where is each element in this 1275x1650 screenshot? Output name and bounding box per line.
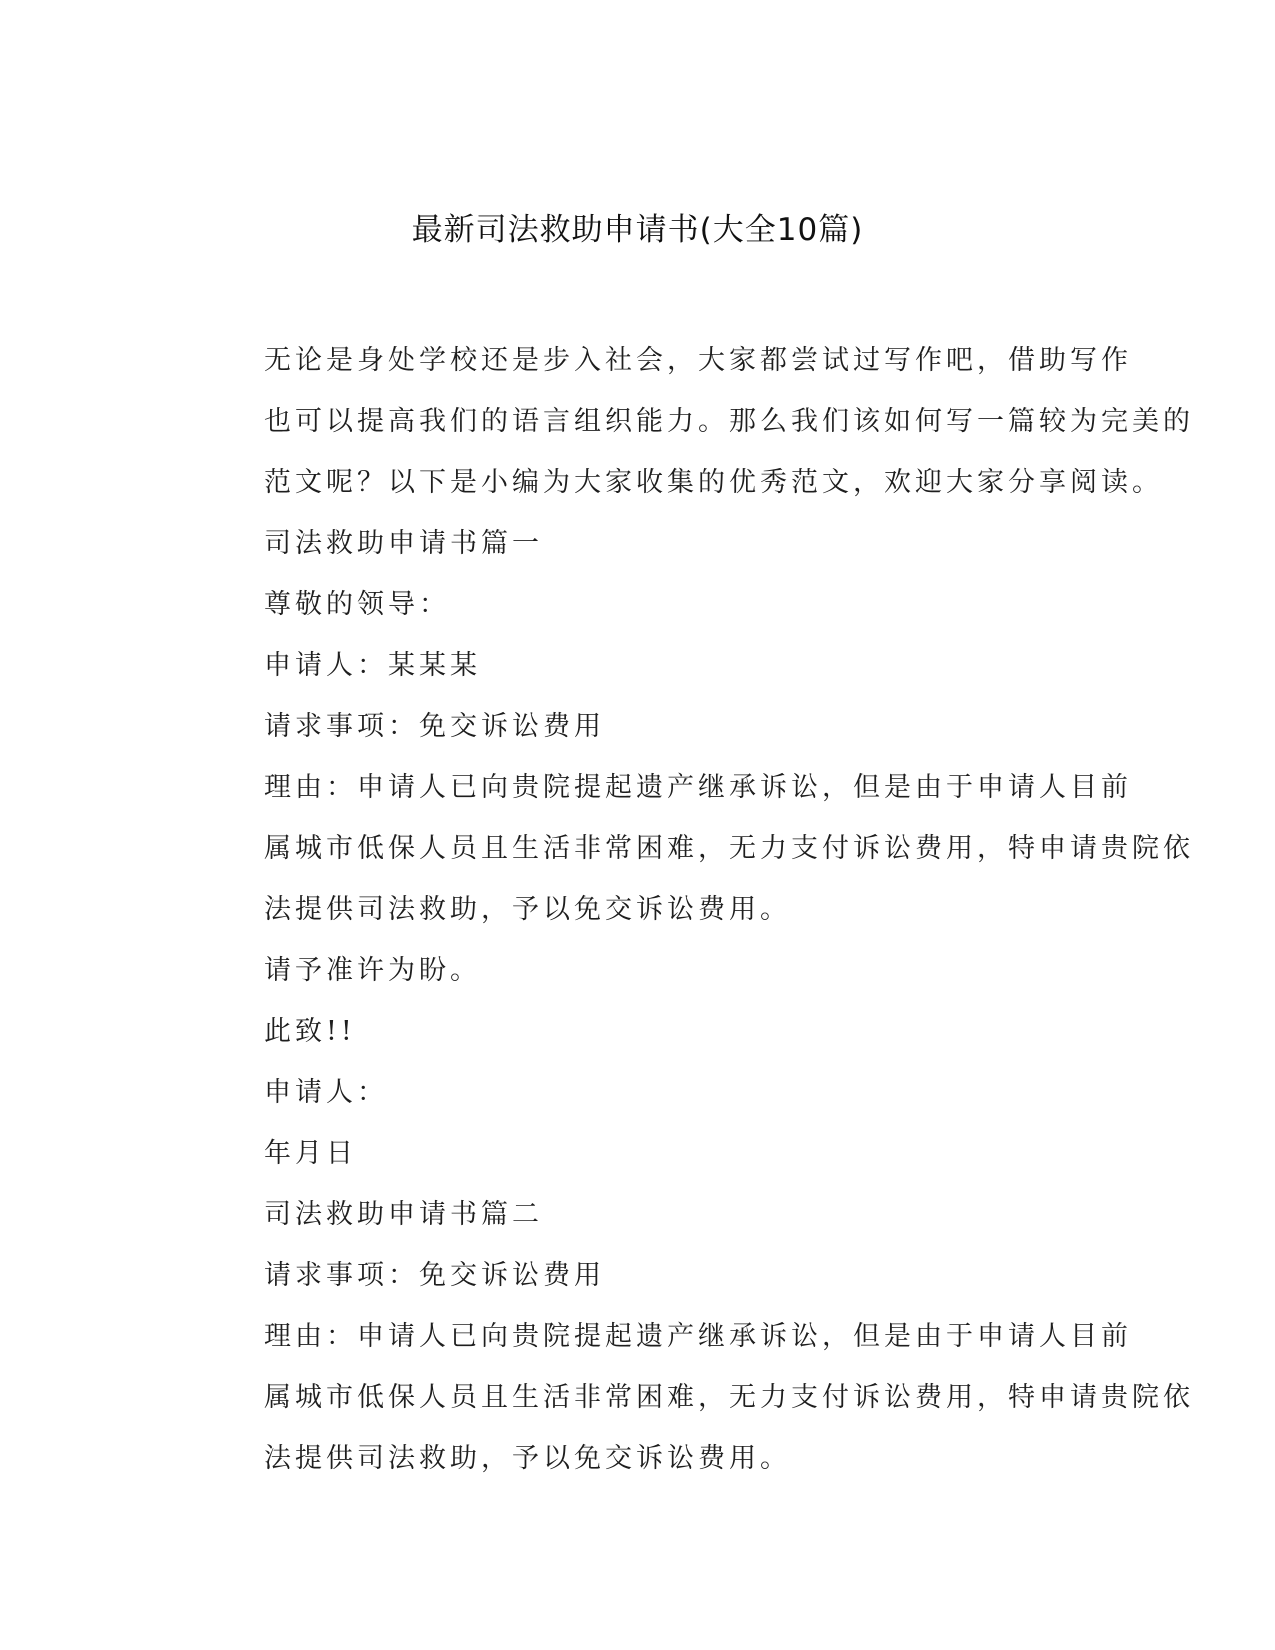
intro-line-3: 范文呢？以下是小编为大家收集的优秀范文，欢迎大家分享阅读。 [264,467,1163,498]
section1-applicant: 申请人：某某某 [264,650,481,681]
intro-paragraph [188,330,1194,513]
section1-salutation: 尊敬的领导： [264,589,450,620]
intro-line-2: 也可以提高我们的语言组织能力。那么我们该如何写一篇较为完美的 [264,406,1194,437]
section2-reason-line-2: 属城市低保人员且生活非常困难，无力支付诉讼费用，特申请贵院依 [264,1382,1194,1413]
intro-line-1: 无论是身处学校还是步入社会，大家都尝试过写作吧，借助写作 [264,345,1132,376]
document-title: 最新司法救助申请书(大全10篇) [411,212,864,248]
section1-date: 年月日 [264,1138,357,1169]
section1-reason-paragraph [188,757,1194,940]
section1-request: 请求事项：免交诉讼费用 [264,711,605,742]
document-body [188,330,1194,1489]
section2-reason-line-3: 法提供司法救助，予以免交诉讼费用。 [264,1443,791,1474]
section2-request: 请求事项：免交诉讼费用 [264,1260,605,1291]
section1-reason-line-2: 属城市低保人员且生活非常困难，无力支付诉讼费用，特申请贵院依 [264,833,1194,864]
section1-regards: 此致!! [264,1016,356,1047]
section1-heading: 司法救助申请书篇一 [264,528,543,559]
section2-heading: 司法救助申请书篇二 [264,1199,543,1230]
section2-reason-line-1: 理由：申请人已向贵院提起遗产继承诉讼，但是由于申请人目前 [264,1321,1132,1352]
section1-reason-line-1: 理由：申请人已向贵院提起遗产继承诉讼，但是由于申请人目前 [264,772,1132,803]
section2-reason-paragraph [188,1306,1194,1489]
section1-reason-line-3: 法提供司法救助，予以免交诉讼费用。 [264,894,791,925]
section1-closing-request: 请予准许为盼。 [264,955,481,986]
section1-signature: 申请人： [264,1077,388,1108]
